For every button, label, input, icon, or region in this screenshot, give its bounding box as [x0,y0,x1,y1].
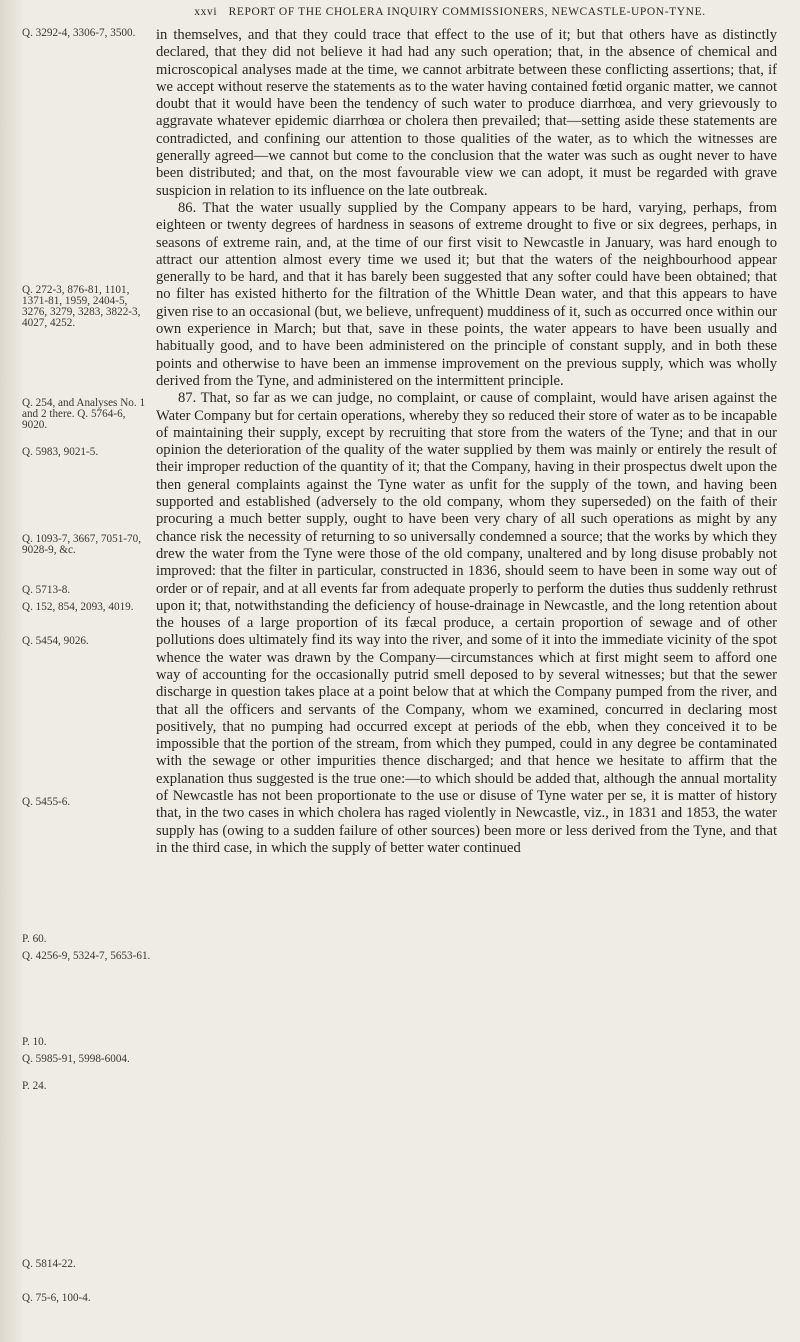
paragraph-86: 86. That the water usually supplied by the Company appears to be hard, varying, perhaps, from eighteen or twenty degrees of hardness in seasons of extreme drought to five or six degrees, perhaps, in seasons of extreme rain, and, at the time of our first visit to Newcastle in January, was hard enough to attract our attention almost every time we used it; but that the waters of the neighbourhood appear generally to be hard, and that it has barely been suggested that any softer could have been obtained; that no filter has existed hitherto for the filtration of the Whittle Dean water, and that this appears to have given rise to an occasional (but, we believe, unfrequent) muddiness of it, such as occurred once within our own experience in March; but that, save in these points, the water appears to have been usually and habitually good, and to have been administered on the principle of constant supply, and in both these points and otherwise to have been an immense improvement on the previous supply, which was wholly derived from the Tyne, and administered on the intermittent principle. [156,199,777,389]
margin-note: Q. 152, 854, 2093, 4019. [22,601,134,613]
margin-note: Q. 75-6, 100-4. [22,1292,91,1304]
margin-note: Q. 3292-4, 3306-7, 3500. [22,27,136,39]
paragraph-continuation: in themselves, and that they could trace that effect to the use of it; but that others have as distinctly declared, that they did not believe it had had any such operation; that, in the absence of chemical and microscopical analyses made at the time, we cannot arbitrate between these conflicting assertions; that, if we accept without reserve the statements as to the water having contained fœtid organic matter, we cannot doubt that it would have been the tendency of such water to produce diarrhœa, and very grievously to aggravate whatever epidemic diarrhœa or cholera then prevailed; that—setting aside these statements are contradicted, and confining our attention to those qualities of the water, as to which the witnesses are generally agreed—we cannot but come to the conclusion that the water was such as ought never to have been distributed; and that, on the most favourable view we can adopt, it must be regarded with grave suspicion in relation to its influence on the late outbreak. [156,27,777,199]
running-title: REPORT OF THE CHOLERA INQUIRY COMMISSIONERS, NEWCASTLE-UPON-TYNE. [228,6,706,18]
running-head [0,6,800,18]
margin-note: P. 10. [22,1036,47,1048]
margin-note: Q. 254, and Analyses No. 1 and 2 there. Q. 5764-6, 9020. [22,397,146,431]
margin-note: Q. 1093-7, 3667, 7051-70, 9028-9, &c. [22,533,142,556]
body-text [156,27,777,857]
page-spine-shadow [0,0,22,1342]
margin-note: Q. 5985-91, 5998-6004. [22,1053,130,1065]
margin-note: Q. 5454, 9026. [22,635,89,647]
margin-note: Q. 5713-8. [22,584,71,596]
page-number: xxvi [194,6,218,18]
margin-note: P. 24. [22,1080,47,1092]
margin-note: Q. 5983, 9021-5. [22,446,99,458]
margin-note: Q. 5455-6. [22,796,71,808]
margin-note: Q. 4256-9, 5324-7, 5653-61. [22,950,151,962]
margin-note: P. 60. [22,933,47,945]
margin-note: Q. 272-3, 876-81, 1101, 1371-81, 1959, 2404-5, 3276, 3279, 3283, 3822-3, 4027, 4252. [22,284,141,329]
paragraph-87: 87. That, so far as we can judge, no complaint, or cause of complaint, would have arisen against the Water Company but for certain operations, whereby they so reduced their store of water as to be incapable of maintaining their supply, except by recruiting that store from the waters of the Tyne; and that in our opinion the deterioration of the quality of the water supplied by them was mainly or entirely the result of their improper reduction of the quantity of it; that the Company, having in their prospectus dwelt upon the then general complaints against the Tyne water as unfit for the supply of the town, and having been supported and established (adversely to the old company, whom they superseded) on the faith of their procuring a much better supply, ought to have been very chary of all such operations as might by any chance risk the necessity of returning to so universally condemned a source; that the works by which they drew the water from the Tyne were those of the old company, unaltered and by long disuse probably not improved: that the filter in particular, constructed in 1836, should seem to have been in some way out of order or of repair, and at all events far from adequate properly to perform the duties thus suddenly rethrust upon it; that, notwithstanding the deficiency of house-drainage in Newcastle, and the long retention about the houses of a large proportion of its fæcal produce, a certain proportion of sewage and of other pollutions does ultimately find its way into the river, and some of it into the immediate vicinity of the spot whence the water was drawn by the Company—circumstances which at first might seem to afford one way of accounting for the occasionally putrid smell deposed to by several witnesses; but that the sewer discharge in question takes place at a point below that at which the Company pumped from the river, and that all the officers and servants of the Company, whom we examined, concurred in declaring most positively, that no pumping had occurred except at periods of the ebb, when they conceived it to be impossible that the portion of the stream, from which they pumped, could in any degree be contaminated with the sewage or other impurities thence discharged; and that hence we hesitate to affirm that the explanation thus suggested is the true one:—to which should be added that, although the annual mortality of Newcastle has not been proportionate to the use or disuse of Tyne water per se, it is matter of history that, in the two cases in which cholera has raged violently in Newcastle, viz., in 1831 and 1853, the water supply has (owing to a sudden failure of other sources) been more or less derived from the Tyne, and that in the third case, in which the supply of better water continued [156,390,777,856]
margin-note: Q. 5814-22. [22,1258,76,1270]
